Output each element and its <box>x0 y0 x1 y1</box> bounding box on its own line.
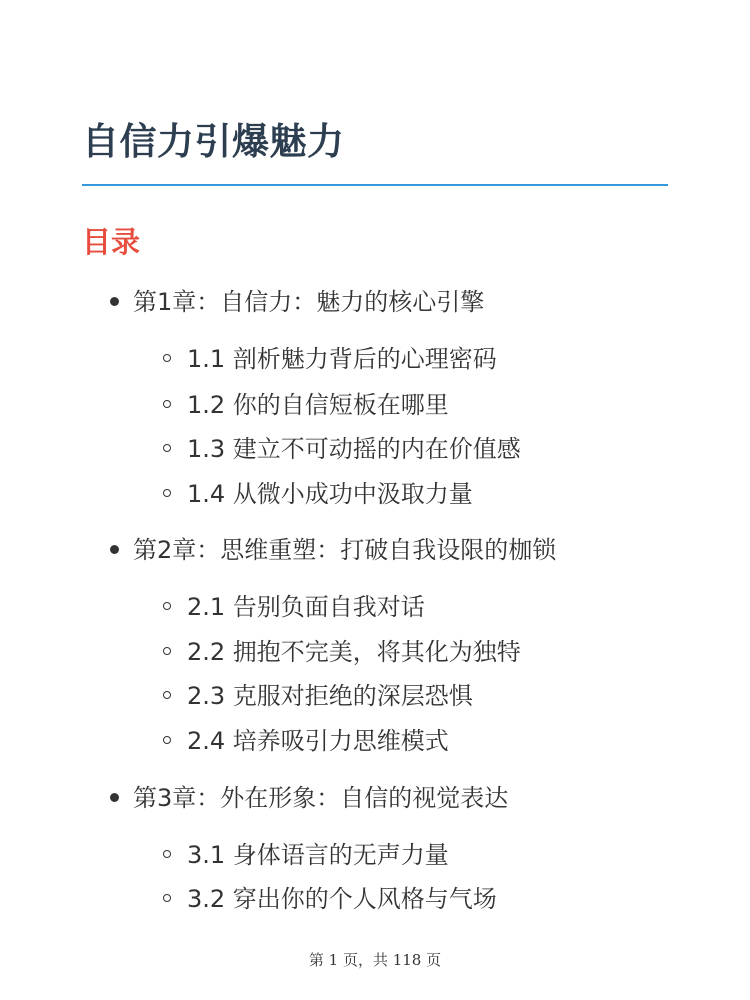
section-label: 2.3 克服对拒绝的深层恐惧 <box>187 682 473 710</box>
section-label: 1.4 从微小成功中汲取力量 <box>187 480 473 508</box>
toc-section[interactable] <box>163 390 449 420</box>
toc-chapter[interactable] <box>110 535 556 565</box>
hollow-bullet-icon <box>163 602 171 610</box>
hollow-bullet-icon <box>163 489 171 497</box>
section-label: 1.2 你的自信短板在哪里 <box>187 391 449 419</box>
page-footer: 第 1 页，共 118 页 <box>308 951 442 969</box>
toc-heading: 目录 <box>82 225 141 259</box>
section-label: 1.3 建立不可动摇的内在价值感 <box>187 435 521 463</box>
toc-section[interactable] <box>163 637 521 667</box>
hollow-bullet-icon <box>163 354 171 362</box>
toc-chapter[interactable] <box>110 783 508 813</box>
hollow-bullet-icon <box>163 444 171 452</box>
toc-section[interactable] <box>163 479 473 509</box>
hollow-bullet-icon <box>163 691 171 699</box>
hollow-bullet-icon <box>163 647 171 655</box>
hollow-bullet-icon <box>163 400 171 408</box>
toc-section[interactable] <box>163 434 521 464</box>
section-label: 1.1 剖析魅力背后的心理密码 <box>187 345 497 373</box>
filled-bullet-icon <box>110 545 119 554</box>
toc-section[interactable] <box>163 884 497 914</box>
filled-bullet-icon <box>110 297 119 306</box>
section-label: 2.2 拥抱不完美，将其化为独特 <box>187 638 521 666</box>
chapter-label: 第1章：自信力：魅力的核心引擎 <box>133 288 485 316</box>
document-title: 自信力引爆魅力 <box>82 120 345 163</box>
section-label: 2.4 培养吸引力思维模式 <box>187 727 449 755</box>
toc-section[interactable] <box>163 840 449 870</box>
section-label: 3.2 穿出你的个人风格与气场 <box>187 885 497 913</box>
hollow-bullet-icon <box>163 894 171 902</box>
toc-section[interactable] <box>163 344 497 374</box>
toc-chapter[interactable] <box>110 287 484 317</box>
section-label: 3.1 身体语言的无声力量 <box>187 841 449 869</box>
chapter-label: 第3章：外在形象：自信的视觉表达 <box>133 784 509 812</box>
section-label: 2.1 告别负面自我对话 <box>187 593 425 621</box>
hollow-bullet-icon <box>163 736 171 744</box>
filled-bullet-icon <box>110 793 119 802</box>
toc-section[interactable] <box>163 681 473 711</box>
toc-section[interactable] <box>163 726 449 756</box>
hollow-bullet-icon <box>163 850 171 858</box>
toc-section[interactable] <box>163 592 425 622</box>
chapter-label: 第2章：思维重塑：打破自我设限的枷锁 <box>133 536 557 564</box>
